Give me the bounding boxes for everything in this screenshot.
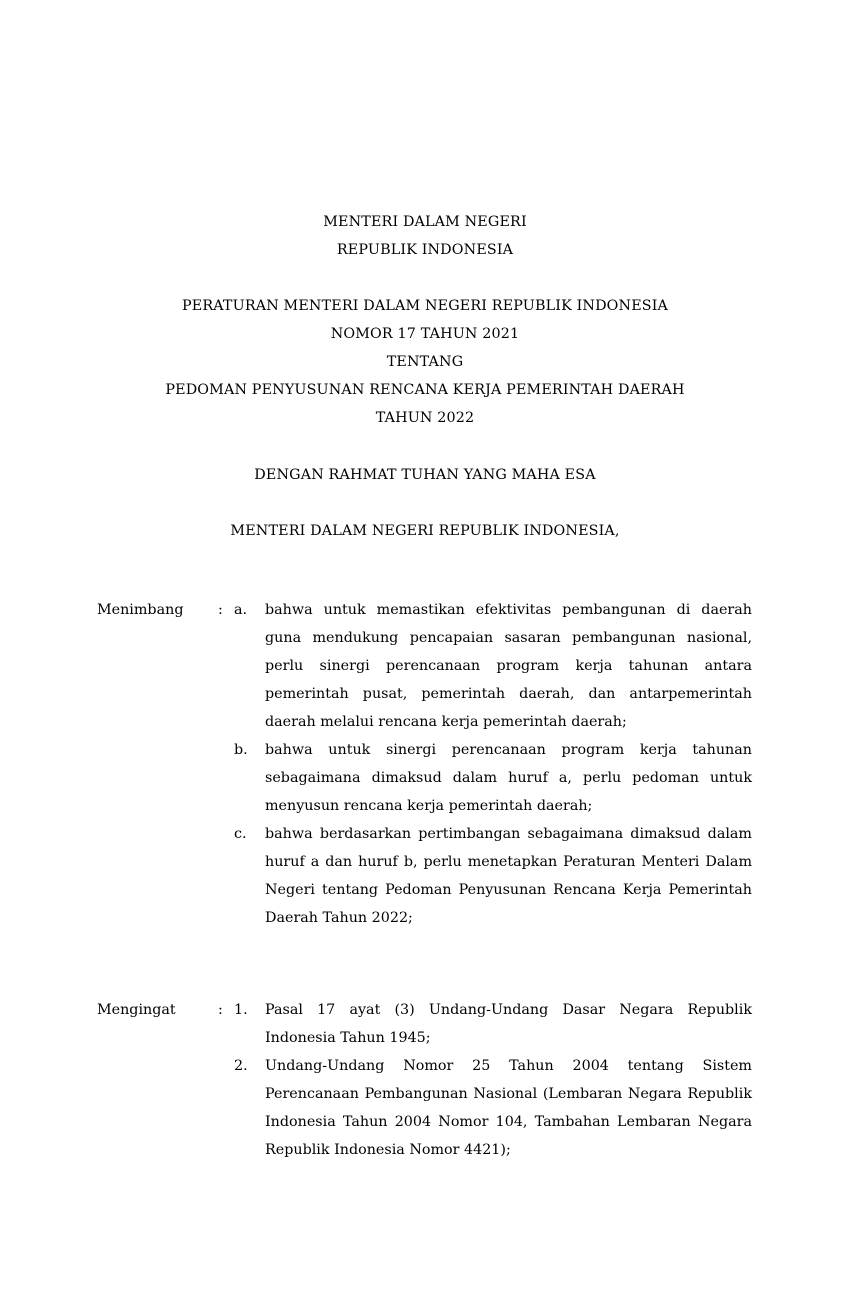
regulation-year-line: TAHUN 2022 — [375, 410, 475, 426]
consideration-text-a: bahwa untuk memastikan efektivitas pembangunan di daerah guna mendukung pencapaian sasaran pembangunan nasional, perlu sinergi perencanaan program kerja tahunan antara pemerintah pusat, pemerintah daerah, dan antarpemerintah daerah melalui rencana kerja pemerintah daerah; — [265, 602, 752, 730]
regulation-title-block — [0, 292, 850, 432]
considerations-colon: : — [218, 602, 223, 618]
issuing-organization-block — [0, 208, 850, 264]
consideration-item-c — [0, 820, 850, 932]
consideration-text-c: bahwa berdasarkan pertimbangan sebagaimana dimaksud dalam huruf a dan huruf b, perlu menetapkan Peraturan Menteri Dalam Negeri tentang Pedoman Penyusunan Rencana Kerja Pemerintah Daerah Tahun 2022; — [265, 826, 752, 926]
legal-basis-section — [0, 996, 850, 1164]
regulation-subject-line: PEDOMAN PENYUSUNAN RENCANA KERJA PEMERINTAH DAERAH — [165, 382, 685, 398]
consideration-marker-a: a. — [234, 602, 248, 618]
regulation-title-line: PERATURAN MENTERI DALAM NEGERI REPUBLIK INDONESIA — [181, 298, 669, 314]
blessing-text: DENGAN RAHMAT TUHAN YANG MAHA ESA — [254, 467, 596, 483]
organization-line-1: MENTERI DALAM NEGERI — [323, 214, 527, 230]
legal-basis-text-2: Undang-Undang Nomor 25 Tahun 2004 tentang Sistem Perencanaan Pembangunan Nasional (Lembaran Negara Republik Indonesia Tahun 2004 Nomor 104, Tambahan Lembaran Negara Republik Indonesia Nomor 4421); — [265, 1058, 752, 1158]
legal-basis-marker-1: 1. — [234, 1002, 248, 1018]
legal-basis-text-1: Pasal 17 ayat (3) Undang-Undang Dasar Negara Republik Indonesia Tahun 1945; — [265, 1002, 752, 1046]
blessing-block — [0, 461, 850, 489]
consideration-text-b: bahwa untuk sinergi perencanaan program kerja tahunan sebagaimana dimaksud dalam huruf a, perlu pedoman untuk menyusun rencana kerja pemerintah daerah; — [265, 742, 752, 814]
legal-basis-item-2 — [0, 1052, 850, 1164]
regulation-about-line: TENTANG — [386, 354, 464, 370]
legal-basis-marker-2: 2. — [234, 1058, 248, 1074]
legal-basis-item-1 — [0, 996, 850, 1052]
organization-line-2: REPUBLIK INDONESIA — [336, 242, 514, 258]
legal-basis-label: Mengingat — [97, 1002, 176, 1018]
authority-text: MENTERI DALAM NEGERI REPUBLIK INDONESIA, — [230, 523, 620, 539]
considerations-label: Menimbang — [97, 602, 184, 618]
considerations-section — [0, 596, 850, 932]
consideration-marker-c: c. — [234, 826, 247, 842]
consideration-item-a — [0, 596, 850, 736]
legal-basis-colon: : — [218, 1002, 223, 1018]
regulation-number-line: NOMOR 17 TAHUN 2021 — [330, 326, 520, 342]
issuing-authority-block — [0, 517, 850, 545]
consideration-item-b — [0, 736, 850, 820]
consideration-marker-b: b. — [234, 742, 248, 758]
